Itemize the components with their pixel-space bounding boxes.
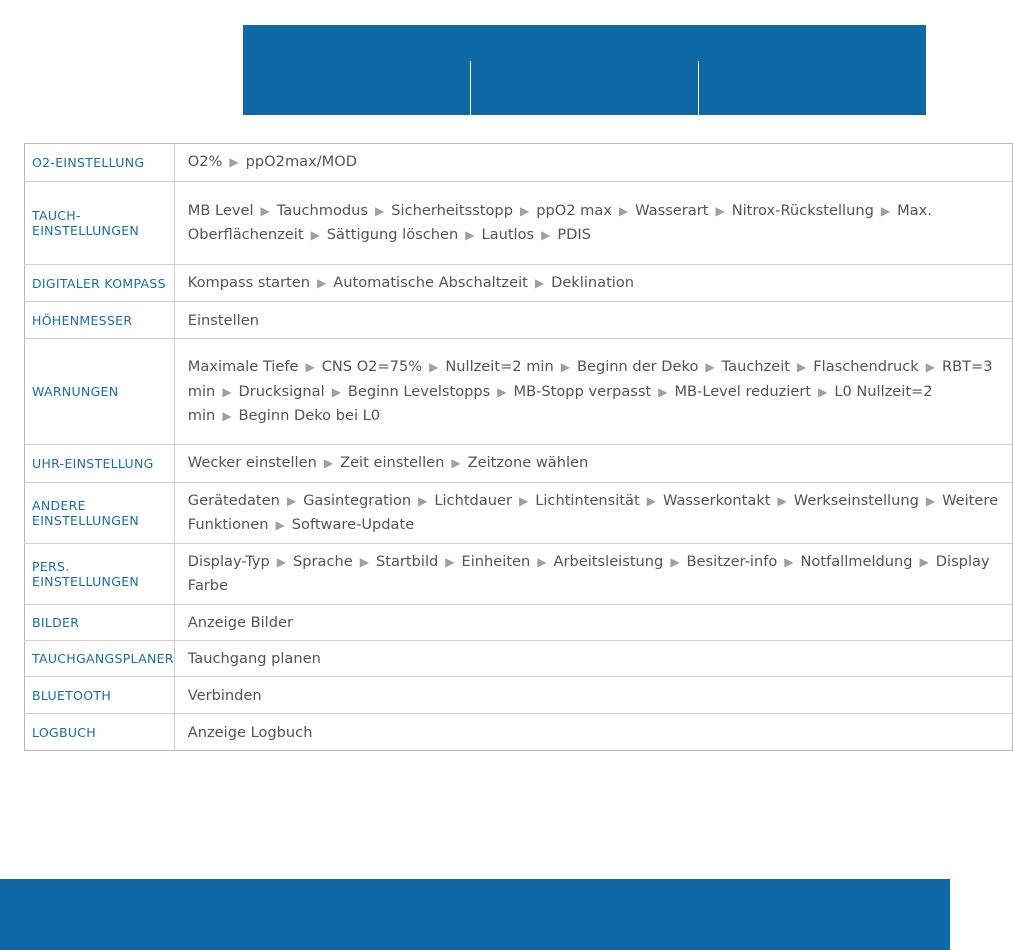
arrow-right-icon: ▶ [658,384,668,399]
menu-subitem: MB Level [187,201,254,219]
menu-category: TAUCHGANGSPLANER [25,641,175,677]
menu-row [25,604,1013,640]
menu-subitems [174,339,1012,445]
menu-row [25,677,1013,714]
arrow-right-icon: ▶ [451,456,461,471]
menu-subitem: Arbeitsleistung [553,553,664,571]
arrow-right-icon: ▶ [560,360,570,375]
arrow-right-icon: ▶ [925,493,936,508]
menu-subitems [174,714,1012,751]
menu-subitems [174,445,1012,482]
menu-subitem: Sättigung löschen [326,226,459,243]
menu-subitem: Einheiten [461,553,531,571]
menu-subitem: Deklination [551,274,635,291]
arrow-right-icon: ▶ [618,203,629,218]
arrow-right-icon: ▶ [777,493,787,508]
menu-subitem: Anzeige Bilder [187,613,293,631]
menu-subitem: Werkseinstellung [793,491,919,509]
menu-subitem: Maximale Tiefe [187,358,299,376]
menu-subitem: Verbinden [187,686,262,704]
arrow-right-icon: ▶ [534,276,545,290]
menu-subitems [174,144,1012,182]
menu-row [25,302,1013,339]
menu-category: BLUETOOTH [25,677,175,714]
arrow-right-icon: ▶ [375,203,385,218]
arrow-right-icon: ▶ [418,493,428,508]
menu-subitem: ppO2max/MOD [245,153,357,171]
arrow-right-icon: ▶ [646,493,656,508]
arrow-right-icon: ▶ [222,408,232,423]
menu-subitems [174,677,1012,714]
menu-category: PERS. EINSTELLUNGEN [25,544,175,605]
arrow-right-icon: ▶ [222,384,232,399]
menu-category: BILDER [25,604,175,640]
arrow-right-icon: ▶ [465,228,475,242]
menu-subitems [174,604,1012,640]
menu-table-body [25,144,1013,751]
menu-category: TAUCH-EINSTELLUNGEN [25,182,175,265]
menu-subitem: Lautlos [481,226,535,243]
arrow-right-icon: ▶ [305,360,315,375]
arrow-right-icon: ▶ [670,555,680,570]
menu-subitem: Flaschendruck [813,358,919,376]
arrow-right-icon: ▶ [429,360,439,375]
menu-subitem: Tauchmodus [276,201,369,219]
menu-category: DIGITALER KOMPASS [25,265,175,302]
menu-row [25,144,1013,182]
menu-subitem: Beginn der Deko [576,358,699,376]
menu-subitem: Zeit einstellen [340,454,445,472]
menu-row [25,714,1013,751]
menu-subitem: Weitere Funktionen [187,491,999,533]
header-column-2 [470,61,698,115]
menu-subitem: CNS O2=75% [321,358,423,376]
arrow-right-icon: ▶ [705,360,715,375]
menu-row [25,544,1013,605]
menu-subitem: Zeitzone wählen [467,454,589,472]
arrow-right-icon: ▶ [919,555,929,570]
arrow-right-icon: ▶ [275,517,285,532]
menu-category: WARNUNGEN [25,339,175,445]
menu-subitem: Display-Typ [187,553,270,571]
menu-subitem: Lichtdauer [434,491,512,509]
menu-subitem: L0 Nullzeit=2 min [187,382,933,424]
menu-row [25,641,1013,677]
menu-subitem: O2% [187,153,223,171]
menu-subitem: Beginn Deko bei L0 [238,406,381,424]
menu-subitem: RBT=3 min [187,358,993,400]
menu-subitems [174,265,1012,302]
arrow-right-icon: ▶ [519,203,530,218]
menu-category: LOGBUCH [25,714,175,751]
menu-subitem: Display Farbe [187,553,990,595]
arrow-right-icon: ▶ [797,360,807,375]
table-header-bar [243,25,926,115]
menu-subitem: PDIS [557,226,591,243]
menu-subitem: Lichtintensität [535,491,640,509]
menu-subitem: Drucksignal [238,382,325,400]
menu-subitem: Automatische Abschaltzeit [333,274,528,291]
menu-subitems [174,544,1012,605]
arrow-right-icon: ▶ [537,555,547,570]
menu-row [25,445,1013,482]
menu-row [25,339,1013,445]
menu-subitem: Einstellen [187,311,259,329]
menu-subitem: Beginn Levelstopps [347,382,491,400]
menu-subitem: Nitrox-Rückstellung [731,201,874,219]
arrow-right-icon: ▶ [519,493,529,508]
menu-subitem: Software-Update [291,515,415,533]
header-columns [243,61,926,115]
menu-subitem: MB-Level reduziert [674,382,812,400]
arrow-right-icon: ▶ [445,555,455,570]
arrow-right-icon: ▶ [541,228,551,242]
menu-category: HÖHENMESSER [25,302,175,339]
arrow-right-icon: ▶ [925,360,935,375]
menu-subitem: Kompass starten [187,274,311,291]
menu-row [25,182,1013,265]
menu-subitems [174,302,1012,339]
arrow-right-icon: ▶ [784,555,794,570]
menu-subitem: Wasserart [635,201,709,219]
menu-subitem: Notfallmeldung [800,553,913,571]
menu-subitem: Wasserkontakt [662,491,771,509]
menu-subitems [174,182,1012,265]
menu-subitems [174,641,1012,677]
footer-bar [0,879,950,950]
menu-row [25,265,1013,302]
menu-row [25,482,1013,544]
arrow-right-icon: ▶ [229,155,239,170]
arrow-right-icon: ▶ [323,456,334,471]
menu-subitem: ppO2 max [536,201,612,219]
menu-subitem: Max. Oberflächenzeit [187,201,932,243]
menu-subitem: MB-Stopp verpasst [513,382,652,400]
arrow-right-icon: ▶ [310,228,320,242]
arrow-right-icon: ▶ [331,384,341,399]
arrow-right-icon: ▶ [260,203,270,218]
menu-category: UHR-EINSTELLUNG [25,445,175,482]
arrow-right-icon: ▶ [715,203,725,218]
menu-subitem: Gasintegration [303,491,412,509]
menu-subitem: Nullzeit=2 min [445,358,554,376]
menu-subitem: Sprache [293,553,353,571]
menu-subitem: Sicherheitsstopp [391,201,513,219]
menu-category: O2-EINSTELLUNG [32,155,145,170]
arrow-right-icon: ▶ [276,555,287,570]
menu-subitem: Tauchgang planen [187,650,321,668]
menu-subitems [174,482,1012,544]
header-column-3 [698,61,926,115]
arrow-right-icon: ▶ [286,493,297,508]
arrow-right-icon: ▶ [359,555,369,570]
menu-subitem: Wecker einstellen [187,454,317,472]
menu-subitem: Startbild [376,553,439,571]
menu-subitem: Tauchzeit [721,358,791,376]
menu-structure-table [24,143,1013,751]
menu-subitem: Besitzer-info [686,553,778,571]
menu-category: ANDERE EINSTELLUNGEN [25,482,175,544]
menu-subitem: Gerätedaten [187,491,280,509]
arrow-right-icon: ▶ [818,384,828,399]
header-column-1 [243,61,470,115]
arrow-right-icon: ▶ [880,203,891,218]
menu-subitem: Anzeige Logbuch [187,723,313,741]
arrow-right-icon: ▶ [497,384,507,399]
arrow-right-icon: ▶ [317,276,327,290]
